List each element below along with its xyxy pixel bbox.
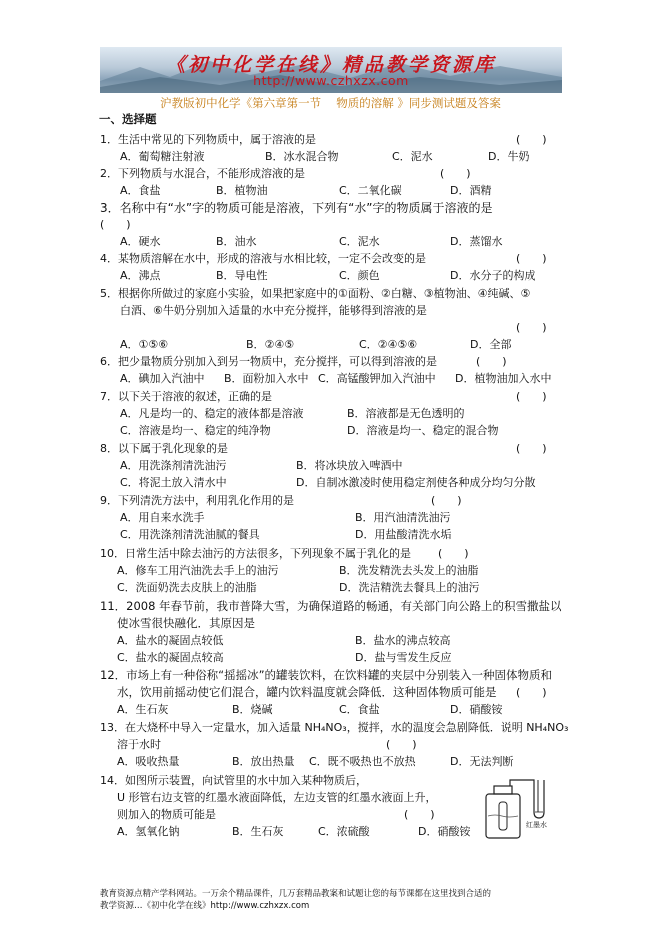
option-c: C．用洗涤剂清洗油腻的餐具 <box>120 528 260 541</box>
option-d: D．溶液是均一、稳定的混合物 <box>347 424 499 437</box>
option-c: C．盐水的凝固点较高 <box>117 651 224 664</box>
footer-line-2[interactable]: 教学资源…《初中化学在线》http://www.czhxzx.com <box>100 901 310 911</box>
option-b: B．面粉加入水中 <box>224 372 309 385</box>
option-d: D．全部 <box>470 338 512 351</box>
question-2-stem: 2．下列物质与水混合，不能形成溶液的是 <box>100 167 305 180</box>
answer-blank: ( ) <box>516 321 547 334</box>
option-b: B．用汽油清洗油污 <box>355 511 451 524</box>
answer-blank: ( ) <box>404 808 435 821</box>
question-9-stem: 9．下列清洗方法中，利用乳化作用的是 <box>100 494 294 507</box>
question-8-stem: 8．以下属于乳化现象的是 <box>100 442 228 455</box>
option-b: B．冰水混合物 <box>265 150 339 163</box>
option-d: D．无法判断 <box>450 755 514 768</box>
option-d: D．硝酸铵 <box>418 825 471 838</box>
option-d: D．洗洁精洗去餐具上的油污 <box>339 581 480 594</box>
banner-url[interactable]: http://www.czhxzx.com <box>253 73 409 88</box>
option-c: C．二氧化碳 <box>339 184 402 197</box>
option-d: D．硝酸铵 <box>450 703 503 716</box>
option-d: D．盐与雪发生反应 <box>355 651 452 664</box>
option-a: A．用自来水洗手 <box>120 511 205 524</box>
answer-blank: ( ) <box>516 252 547 265</box>
question-7-stem: 7．以下关于溶液的叙述，正确的是 <box>100 390 272 403</box>
question-14-stem-cont: U 形管右边支管的红墨水液面降低，左边支管的红墨水液面上升， <box>117 791 437 804</box>
option-a: A．凡是均一的、稳定的液体都是溶液 <box>120 407 304 420</box>
option-a: A．①⑤⑥ <box>120 338 169 351</box>
question-6-stem: 6．把少量物质分别加入到另一物质中，充分搅拌，可以得到溶液的是 <box>100 355 437 368</box>
answer-blank: ( ) <box>516 133 547 146</box>
option-b: B．放出热量 <box>232 755 295 768</box>
option-d: D．水分子的构成 <box>450 269 536 282</box>
question-10-stem: 10．日常生活中除去油污的方法很多，下列现象不属于乳化的是 <box>100 547 411 560</box>
question-11-stem-cont: 使冰雪很快融化．其原因是 <box>117 616 255 630</box>
option-c: C．食盐 <box>339 703 380 716</box>
question-14-stem-cont2: 则加入的物质可能是 <box>117 808 216 821</box>
option-b: B．溶液都是无色透明的 <box>347 407 465 420</box>
document-title: 沪教版初中化学《第六章第一节 物质的溶解 》同步测试题及答案 <box>160 96 501 110</box>
option-c: C．②④⑤⑥ <box>359 338 418 351</box>
question-12-stem: 12．市场上有一种俗称“摇摇冰”的罐装饮料，在饮料罐的夹层中分别装入一种固体物质和 <box>100 668 553 682</box>
u-tube-diagram <box>482 772 552 842</box>
question-13-stem-cont: 溶于水时 <box>117 738 161 751</box>
option-c: C．泥水 <box>392 150 433 163</box>
option-a: A．沸点 <box>120 269 161 282</box>
option-c: C．既不吸热也不放热 <box>309 755 416 768</box>
question-12-stem-cont: 水，饮用前摇动使它们混合，罐内饮料温度就会降低．这种固体物质可能是 <box>117 685 497 699</box>
option-b: B．油水 <box>216 235 257 248</box>
option-d: D．自制冰激凌时使用稳定剂使各种成分均匀分散 <box>296 476 536 489</box>
option-b: B．植物油 <box>216 184 268 197</box>
option-a: A．盐水的凝固点较低 <box>117 634 224 647</box>
header-banner <box>100 47 562 93</box>
question-5-stem-cont: 白酒、⑥牛奶分别加入适量的水中充分搅拌，能够得到溶液的是 <box>120 304 427 317</box>
option-b: B．盐水的沸点较高 <box>355 634 451 647</box>
answer-blank: ( ) <box>431 494 462 507</box>
question-3-stem: 3．名称中有“水”字的物质可能是溶液，下列有“水”字的物质属于溶液的是 <box>100 201 493 215</box>
page-footer <box>100 888 570 912</box>
option-b: B．②④⑤ <box>246 338 295 351</box>
answer-blank: ( ) <box>516 686 547 699</box>
answer-blank: ( ) <box>438 547 469 560</box>
option-a: A．硬水 <box>120 235 161 248</box>
question-11-stem: 11．2008 年春节前，我市普降大雪，为确保道路的畅通，有关部门向公路上的积雪撒盐以 <box>100 599 562 613</box>
option-c: C．泥水 <box>339 235 380 248</box>
option-c: C．浓硫酸 <box>318 825 370 838</box>
question-4-stem: 4．某物质溶解在水中，形成的溶液与水相比较，一定不会改变的是 <box>100 252 426 265</box>
option-a: A．修车工用汽油洗去手上的油污 <box>117 564 279 577</box>
option-a: A．用洗涤剂清洗油污 <box>120 459 227 472</box>
option-b: B．导电性 <box>216 269 268 282</box>
option-d: D．用盐酸清洗水垢 <box>355 528 452 541</box>
option-d: D．牛奶 <box>488 150 530 163</box>
question-1-stem: 1．生活中常见的下列物质中，属于溶液的是 <box>100 133 316 146</box>
option-d: D．酒精 <box>450 184 492 197</box>
answer-blank: ( ) <box>100 218 131 231</box>
option-a: A．葡萄糖注射液 <box>120 150 205 163</box>
question-5-stem: 5．根据你所做过的家庭小实验，如果把家庭中的①面粉、②白糖、③植物油、④纯碱、⑤ <box>100 287 531 300</box>
option-a: A．氢氧化钠 <box>117 825 180 838</box>
option-c: C．颜色 <box>339 269 380 282</box>
option-d: D．植物油加入水中 <box>455 372 552 385</box>
option-c: C．将泥土放入清水中 <box>120 476 227 489</box>
experiment-apparatus-figure <box>482 772 552 842</box>
option-c: C．洗面奶洗去皮肤上的油脂 <box>117 581 257 594</box>
option-a: A．碘加入汽油中 <box>120 372 205 385</box>
answer-blank: ( ) <box>440 167 471 180</box>
question-14-stem: 14．如图所示装置，向试管里的水中加入某种物质后， <box>100 774 367 787</box>
answer-blank: ( ) <box>516 442 547 455</box>
option-d: D．蒸馏水 <box>450 235 503 248</box>
banner-title: 《初中化学在线》精品教学资源库 <box>165 54 496 76</box>
option-b: B．洗发精洗去头发上的油脂 <box>339 564 479 577</box>
option-c: C．溶液是均一、稳定的纯净物 <box>120 424 271 437</box>
option-b: B．将冰块放入啤酒中 <box>296 459 403 472</box>
answer-blank: ( ) <box>386 738 417 751</box>
option-a: A．食盐 <box>120 184 161 197</box>
option-c: C．高锰酸钾加入汽油中 <box>318 372 436 385</box>
option-a: A．生石灰 <box>117 703 169 716</box>
option-a: A．吸收热量 <box>117 755 180 768</box>
footer-line-1: 教育资源点精产学科网站。一万余个精品课件，几万套精品教案和试题让您的每节课都在这里找到合适的 <box>100 889 492 899</box>
answer-blank: ( ) <box>476 355 507 368</box>
answer-blank: ( ) <box>516 390 547 403</box>
option-b: B．烧碱 <box>232 703 273 716</box>
question-13-stem: 13．在大烧杯中导入一定量水，加入适量 NH₄NO₃，搅拌，水的温度会急剧降低．说明 NH₄NO₃ <box>100 721 569 734</box>
figure-label: 红墨水 <box>526 821 547 829</box>
section-heading: 一、选择题 <box>99 112 157 126</box>
option-b: B．生石灰 <box>232 825 284 838</box>
